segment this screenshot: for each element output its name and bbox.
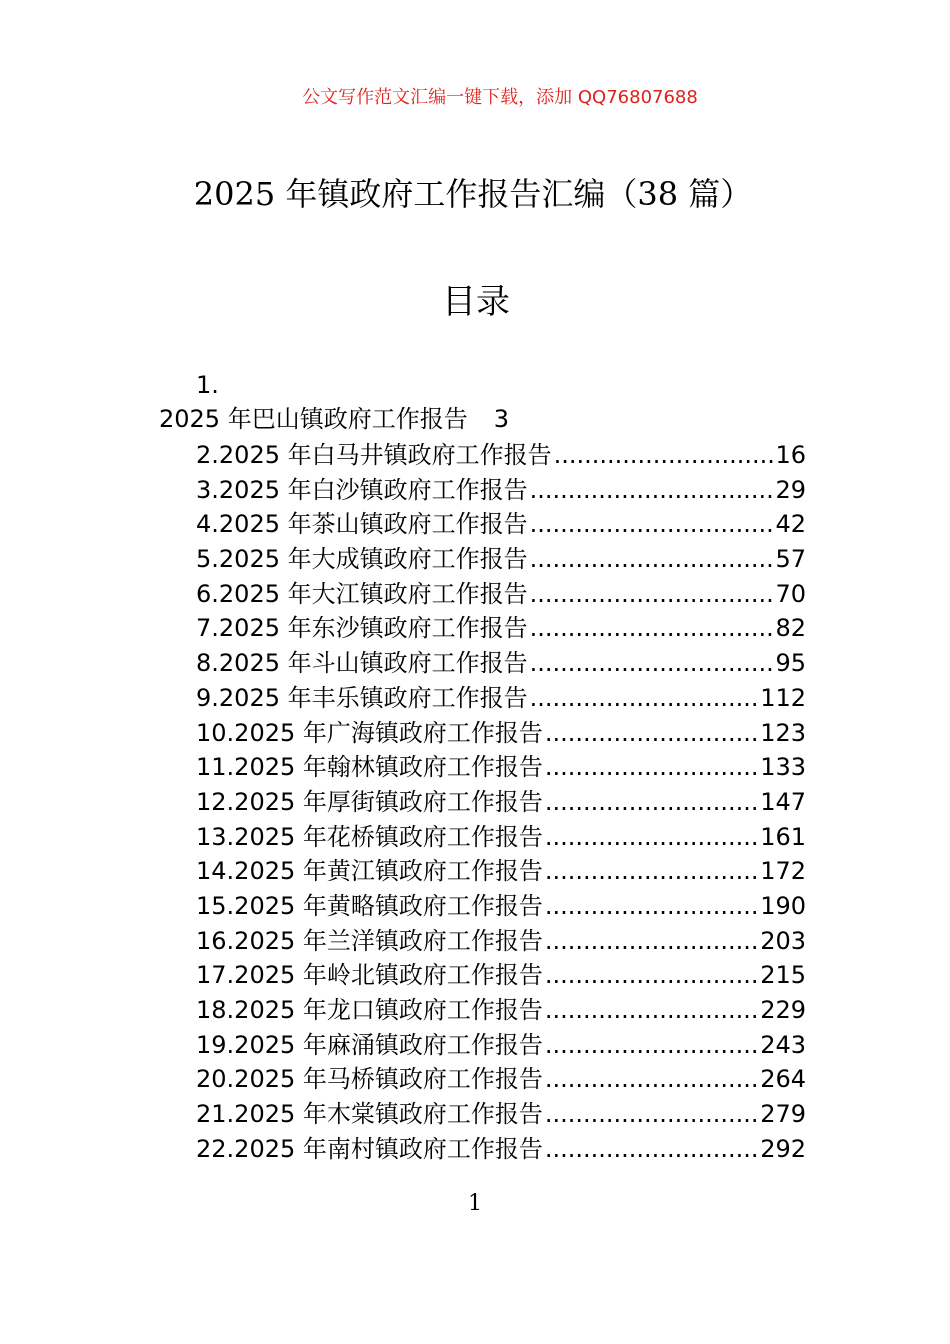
- toc-entry[interactable]: [196, 785, 806, 820]
- dot-leader: [545, 820, 758, 855]
- toc-entry[interactable]: [196, 924, 806, 959]
- toc-entry-1-number[interactable]: 1.: [196, 371, 219, 399]
- toc-entry-1[interactable]: [159, 404, 509, 434]
- toc-entry-title: 15.2025 年黄略镇政府工作报告: [196, 891, 543, 920]
- toc-entry-title: 20.2025 年马桥镇政府工作报告: [196, 1065, 543, 1094]
- toc-entry[interactable]: [196, 750, 806, 785]
- toc-entry-page: 42: [775, 510, 806, 539]
- toc-list: [196, 438, 806, 1166]
- toc-entry-page: 112: [760, 683, 806, 712]
- dot-leader: [545, 924, 758, 959]
- toc-entry[interactable]: [196, 889, 806, 924]
- dot-leader: [545, 993, 758, 1028]
- download-watermark: 公文写作范文汇编一键下载，添加 QQ76807688: [302, 87, 698, 108]
- toc-entry-title: 21.2025 年木棠镇政府工作报告: [196, 1100, 543, 1129]
- toc-entry-title: 3.2025 年白沙镇政府工作报告: [196, 475, 528, 504]
- dot-leader: [545, 1062, 758, 1097]
- toc-entry-title: 14.2025 年黄江镇政府工作报告: [196, 857, 543, 886]
- dot-leader: [545, 854, 758, 889]
- toc-entry-title: 11.2025 年翰林镇政府工作报告: [196, 753, 543, 782]
- dot-leader: [530, 577, 774, 612]
- toc-entry-page: 95: [775, 649, 806, 678]
- toc-entry[interactable]: [196, 438, 806, 473]
- toc-entry[interactable]: [196, 716, 806, 751]
- toc-entry-page: 70: [775, 579, 806, 608]
- dot-leader: [545, 785, 758, 820]
- toc-entry-title: 22.2025 年南村镇政府工作报告: [196, 1134, 543, 1163]
- toc-entry-title: 10.2025 年广海镇政府工作报告: [196, 718, 543, 747]
- toc-entry-page: 215: [760, 961, 806, 990]
- dot-leader: [545, 716, 758, 751]
- dot-leader: [530, 473, 774, 508]
- toc-entry[interactable]: [196, 646, 806, 681]
- toc-entry-page: 133: [760, 753, 806, 782]
- toc-heading: 目录: [442, 282, 510, 322]
- toc-entry-page: 123: [760, 718, 806, 747]
- toc-entry-page: 190: [760, 891, 806, 920]
- toc-entry-page: 243: [760, 1030, 806, 1059]
- toc-entry-title: 5.2025 年大成镇政府工作报告: [196, 545, 528, 574]
- dot-leader: [530, 507, 774, 542]
- toc-entry[interactable]: [196, 473, 806, 508]
- dot-leader: [530, 681, 759, 716]
- toc-entry[interactable]: [196, 1097, 806, 1132]
- toc-entry[interactable]: [196, 1062, 806, 1097]
- toc-entry[interactable]: [196, 854, 806, 889]
- dot-leader: [545, 1028, 758, 1063]
- dot-leader: [530, 542, 774, 577]
- toc-entry-title: 16.2025 年兰洋镇政府工作报告: [196, 926, 543, 955]
- dot-leader: [545, 1097, 758, 1132]
- toc-entry-title: 4.2025 年茶山镇政府工作报告: [196, 510, 528, 539]
- toc-entry[interactable]: [196, 507, 806, 542]
- toc-entry-page: 57: [775, 545, 806, 574]
- dot-leader: [545, 750, 758, 785]
- toc-entry-page: 229: [760, 996, 806, 1024]
- document-title: 2025 年镇政府工作报告汇编（38 篇）: [193, 175, 753, 213]
- toc-entry-title: 9.2025 年丰乐镇政府工作报告: [196, 683, 528, 712]
- toc-entry-page: 29: [775, 475, 806, 504]
- dot-leader: [530, 611, 774, 646]
- toc-entry-title: 6.2025 年大江镇政府工作报告: [196, 579, 528, 608]
- toc-entry-page: 172: [760, 857, 806, 886]
- toc-entry-title: 13.2025 年花桥镇政府工作报告: [196, 822, 543, 851]
- toc-entry-title: 19.2025 年麻涌镇政府工作报告: [196, 1030, 543, 1059]
- toc-entry[interactable]: [196, 577, 806, 612]
- dot-leader: [530, 646, 774, 681]
- toc-entry-title: 2.2025 年白马井镇政府工作报告: [196, 441, 552, 469]
- toc-entry-page: 279: [760, 1100, 806, 1129]
- dot-leader: [545, 1132, 758, 1167]
- toc-entry[interactable]: [196, 542, 806, 577]
- toc-entry[interactable]: [196, 681, 806, 716]
- toc-entry-title: 17.2025 年岭北镇政府工作报告: [196, 961, 543, 990]
- toc-entry-title: 18.2025 年龙口镇政府工作报告: [196, 996, 543, 1024]
- toc-entry-title: 8.2025 年斗山镇政府工作报告: [196, 649, 528, 678]
- toc-entry-title: 7.2025 年东沙镇政府工作报告: [196, 614, 528, 643]
- toc-entry-page: 264: [760, 1065, 806, 1094]
- toc-entry[interactable]: [196, 611, 806, 646]
- toc-entry-title: 2025 年巴山镇政府工作报告: [159, 405, 468, 433]
- toc-entry[interactable]: [196, 1132, 806, 1167]
- dot-leader: [545, 958, 758, 993]
- toc-entry-page: 292: [760, 1134, 806, 1163]
- toc-entry-page: 82: [775, 614, 806, 643]
- dot-leader: [554, 438, 774, 473]
- toc-entry-page: 16: [775, 441, 806, 469]
- toc-entry-page: 3: [493, 405, 509, 433]
- toc-entry-page: 203: [760, 926, 806, 955]
- toc-entry[interactable]: [196, 820, 806, 855]
- toc-entry-title: 12.2025 年厚街镇政府工作报告: [196, 787, 543, 816]
- page-number: 1: [468, 1191, 482, 1216]
- toc-entry-page: 147: [760, 787, 806, 816]
- toc-entry[interactable]: [196, 958, 806, 993]
- toc-entry[interactable]: [196, 993, 806, 1028]
- toc-entry-page: 161: [760, 822, 806, 851]
- toc-entry[interactable]: [196, 1028, 806, 1063]
- dot-leader: [545, 889, 758, 924]
